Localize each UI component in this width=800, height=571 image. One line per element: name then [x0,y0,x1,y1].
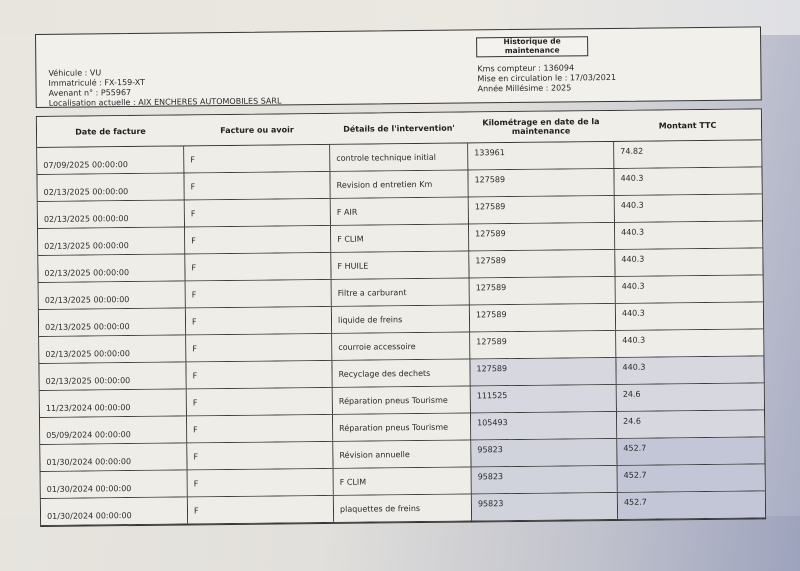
cell-date: 02/13/2025 00:00:00 [39,335,186,363]
vehicle-avenant: Avenant n° : P55967 [48,87,132,98]
cell-details: liquide de freins [332,305,470,332]
cell-details: Recyclage des dechets [332,359,470,386]
cell-type: F [186,361,332,389]
header-km: Kilométrage en date de la maintenance [482,117,600,137]
cell-type: F [184,145,330,173]
header-type: Facture ou avoir [220,124,294,135]
cell-type: F [187,442,333,470]
odometer: Kms compteur : 136094 [477,63,575,74]
cell-amount: 440.3 [616,356,763,384]
cell-date: 05/09/2024 00:00:00 [40,416,187,444]
cell-km: 111525 [471,385,617,413]
document-title [476,36,588,57]
header-details: Détails de l'intervention' [343,123,455,134]
cell-type: F [188,469,334,497]
title-line-1: Historique de [503,36,561,47]
cell-details: F HUILE [331,251,469,278]
cell-km: 127589 [470,331,616,359]
cell-date: 02/13/2025 00:00:00 [38,254,185,282]
cell-details: F CLIM [331,224,469,251]
cell-date: 01/30/2024 00:00:00 [40,443,187,471]
cell-km: 127589 [468,169,614,197]
cell-amount: 440.3 [616,275,763,303]
maintenance-table [36,108,766,527]
model-year: Année Millésime : 2025 [477,83,572,94]
cell-type: F [185,253,331,281]
header-amount: Montant TTC [658,120,717,130]
cell-amount: 440.3 [616,329,763,357]
cell-details: Réparation pneus Tourisme [333,413,471,440]
cell-amount: 440.3 [615,194,762,222]
cell-km: 127589 [470,277,616,305]
cell-amount: 452.7 [618,464,765,492]
cell-details: Revision d entretien Km [330,170,468,197]
maintenance-document [35,26,770,520]
cell-type: F [186,280,332,308]
cell-km: 95823 [472,466,618,494]
cell-type: F [184,172,330,200]
cell-date: 02/13/2025 00:00:00 [39,362,186,390]
cell-details: F CLIM [334,467,472,494]
cell-type: F [186,334,332,362]
cell-details: controle technique initial [330,143,468,170]
cell-amount: 452.7 [617,437,764,465]
cell-details: courroie accessoire [332,332,470,359]
cell-details: plaquettes de freins [334,494,472,521]
cell-amount: 440.3 [614,167,761,195]
cell-km: 127589 [470,358,616,386]
document-header [35,26,762,108]
vehicle-type: Véhicule : VU [48,68,102,78]
cell-amount: 440.3 [615,221,762,249]
cell-km: 127589 [469,223,615,251]
cell-km: 127589 [470,304,616,332]
cell-date: 02/13/2025 00:00:00 [37,173,184,201]
cell-date: 07/09/2025 00:00:00 [37,146,184,174]
vehicle-info [48,66,281,108]
cell-details: Révision annuelle [333,440,471,467]
table-body [37,140,765,526]
cell-km: 127589 [469,250,615,278]
cell-type: F [187,415,333,443]
cell-amount: 74.82 [614,140,761,168]
cell-details: Réparation pneus Tourisme [333,386,471,413]
vehicle-meta [477,63,616,94]
cell-amount: 440.3 [616,302,763,330]
cell-date: 01/30/2024 00:00:00 [41,497,188,525]
vehicle-plate: Immatriculé : FX-159-XT [48,77,146,88]
vehicle-location: Localisation actuelle : AIX ENCHERES AUTOMOBILES SARL [48,96,282,108]
cell-amount: 24.6 [617,410,764,438]
header-date: Date de facture [75,126,146,137]
cell-details: Filtre a carburant [332,278,470,305]
cell-date: 02/13/2025 00:00:00 [39,308,186,336]
cell-date: 11/23/2024 00:00:00 [40,389,187,417]
cell-amount: 24.6 [617,383,764,411]
cell-amount: 440.3 [615,248,762,276]
cell-type: F [185,199,331,227]
cell-type: F [186,307,332,335]
cell-km: 95823 [471,439,617,467]
cell-km: 127589 [469,196,615,224]
title-line-2: maintenance [504,45,560,55]
cell-date: 01/30/2024 00:00:00 [41,470,188,498]
cell-date: 02/13/2025 00:00:00 [38,227,185,255]
cell-details: F AIR [331,197,469,224]
cell-type: F [185,226,331,254]
cell-type: F [188,496,334,524]
cell-km: 105493 [471,412,617,440]
cell-date: 02/13/2025 00:00:00 [39,281,186,309]
cell-type: F [187,388,333,416]
cell-amount: 452.7 [618,491,765,519]
cell-km: 95823 [472,493,618,521]
cell-date: 02/13/2025 00:00:00 [38,200,185,228]
cell-km: 133961 [468,142,614,170]
registration-date: Mise en circulation le : 17/03/2021 [477,72,617,84]
